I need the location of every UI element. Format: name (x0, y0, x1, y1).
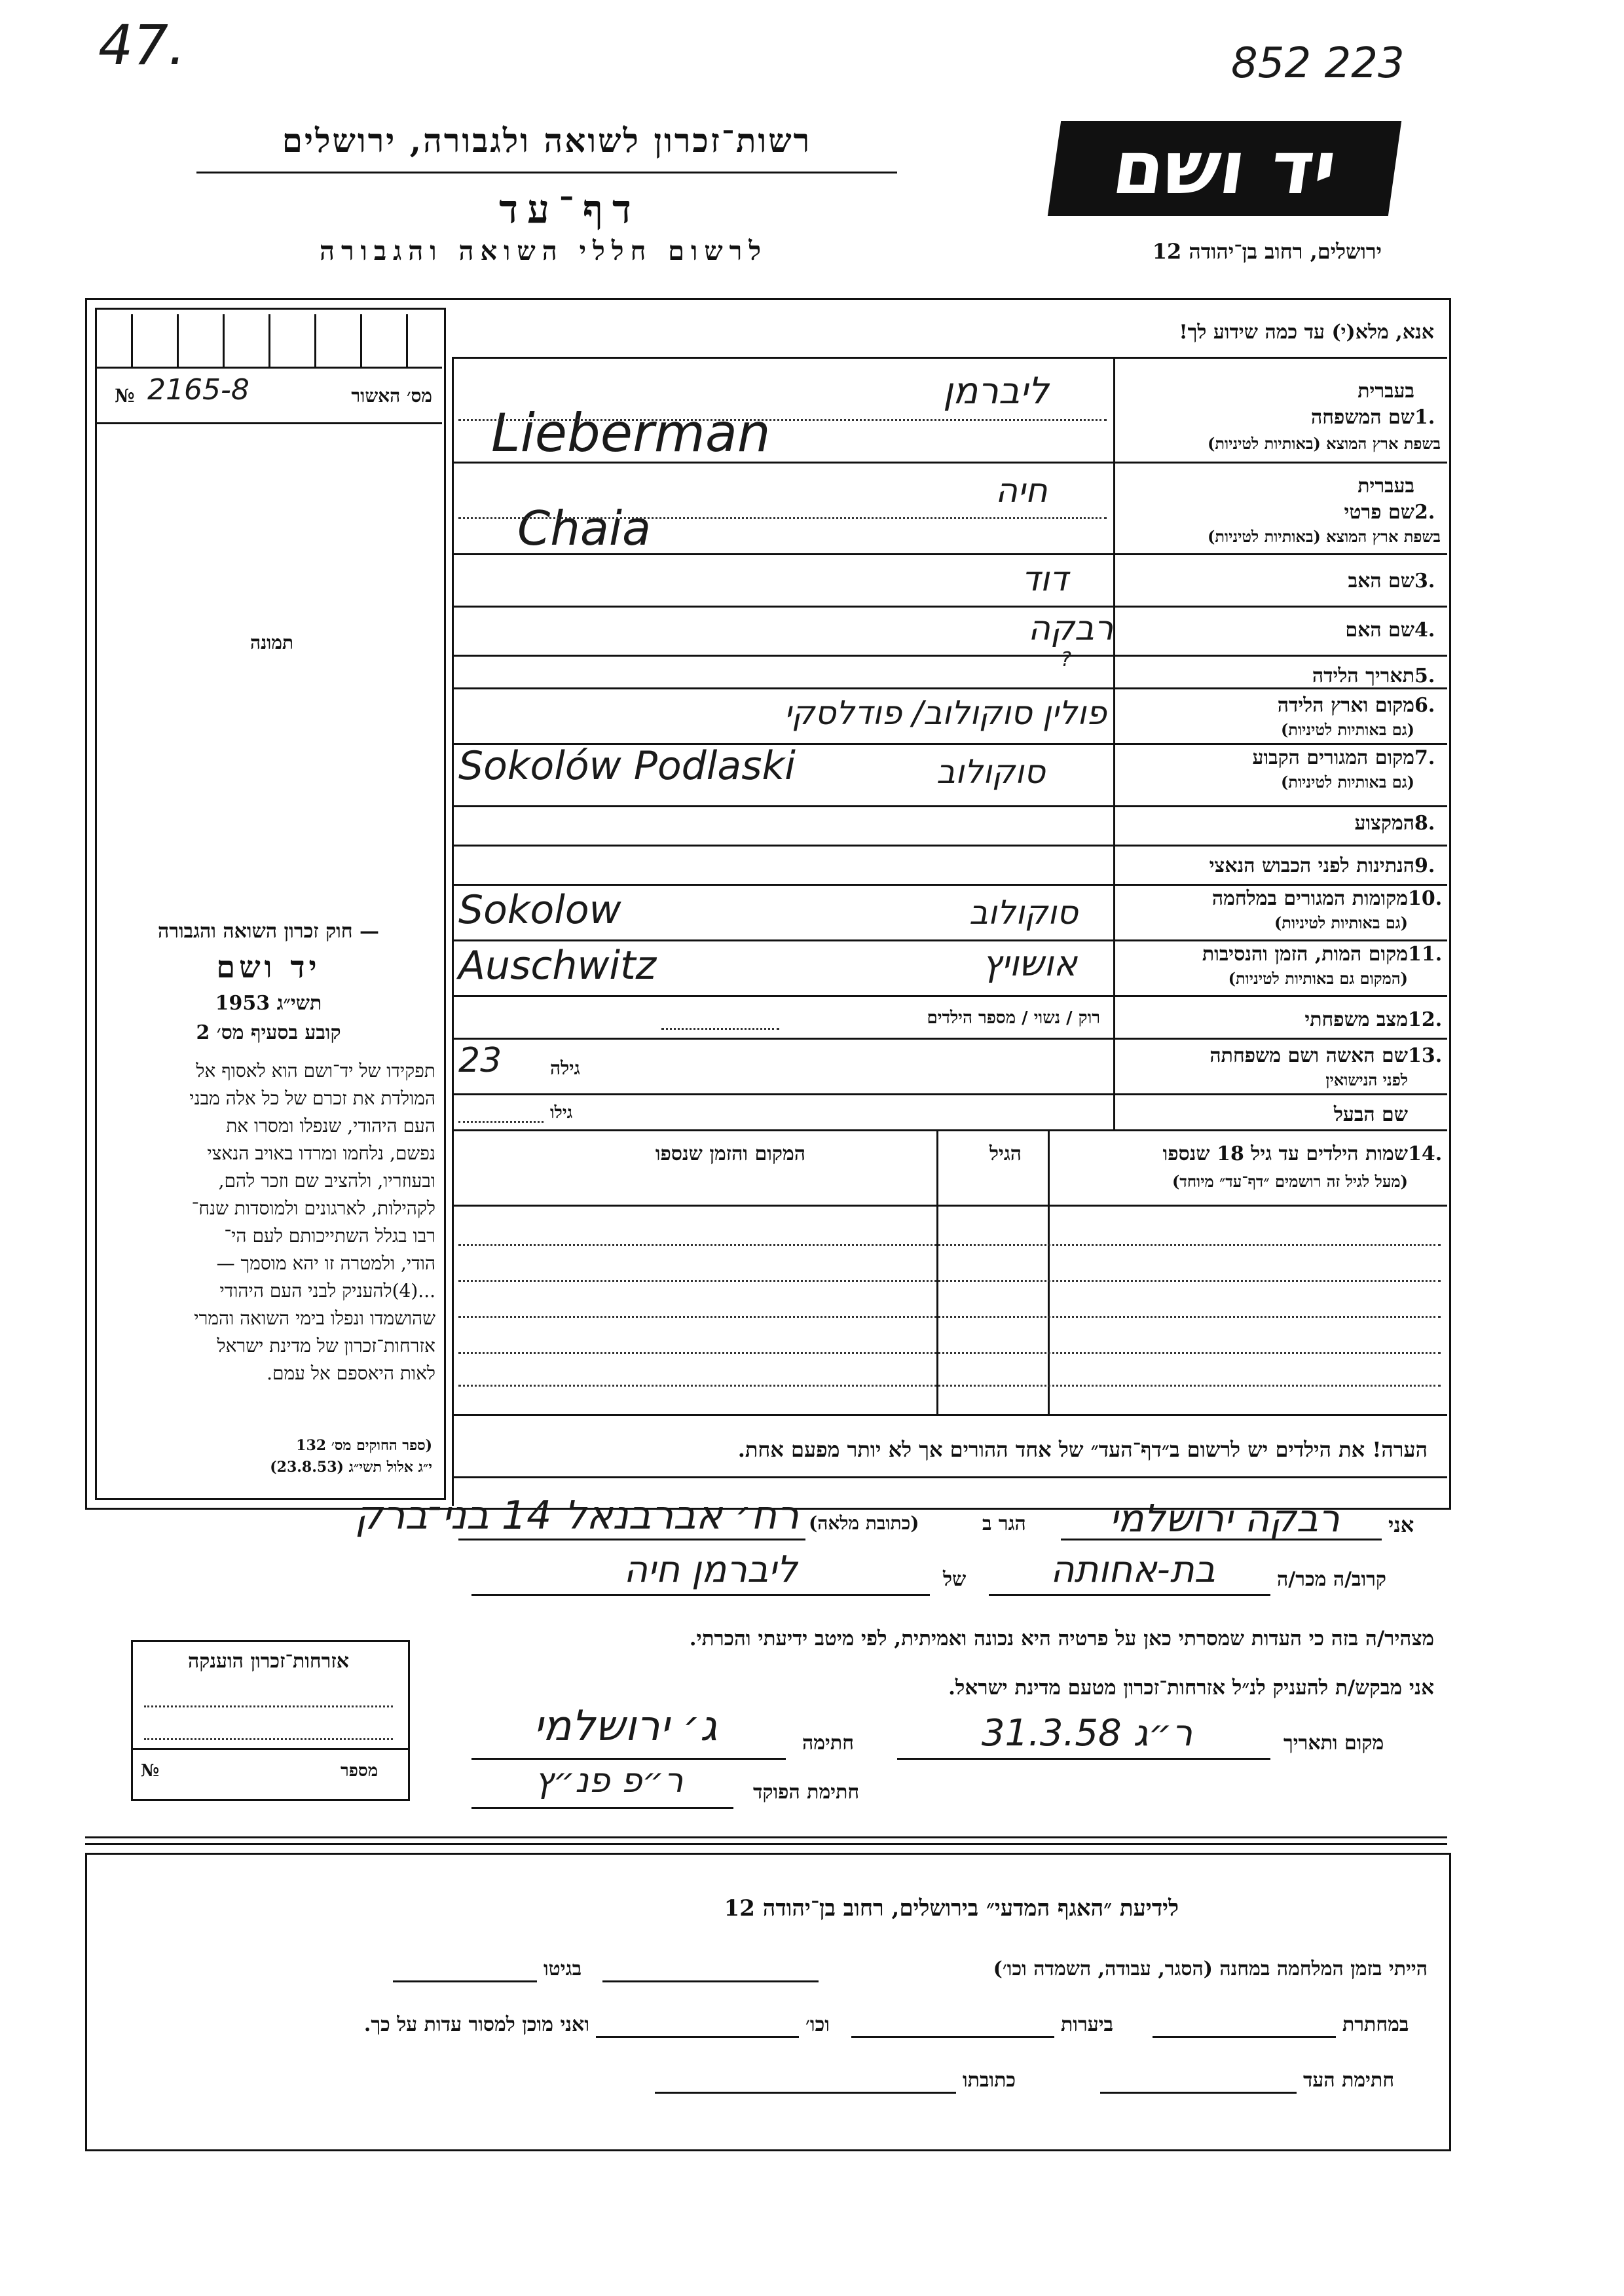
footer-line2-d: ואני מוכן למסור עדות על כך. (363, 2013, 589, 2036)
decl-place-date-value: ר״ג 31.3.58 (981, 1712, 1193, 1755)
cert-label: מס׳ האשור (351, 385, 432, 407)
decl-signature-line (471, 1758, 786, 1760)
value-column-left (452, 357, 454, 1506)
field-1-hebrew: ליברמן (943, 370, 1049, 412)
field-1-dotline (458, 419, 1107, 421)
tick (223, 314, 225, 367)
decl-of-value: ליברמן חיה (623, 1548, 798, 1591)
form-title: דף־עד (499, 187, 640, 232)
footer-line1-blank-a (602, 1980, 819, 1982)
footer-separator (85, 1836, 1447, 1838)
field-3-value: דוד (1022, 560, 1068, 599)
form-subtitle: לרשום חללי השואה והגבורה (319, 236, 768, 266)
decl-address-line (458, 1539, 805, 1540)
field-10-latin: Sokolow (458, 887, 621, 933)
decl-place-date-line (897, 1758, 1270, 1760)
yad-vashem-logo: יד ושם (1048, 121, 1401, 216)
field-7-hebrew: סוקולוב (936, 753, 1046, 791)
law-line: העם היהודי, שנפלו ומסרו את (226, 1115, 435, 1137)
children-col-divider-1 (1048, 1129, 1050, 1414)
field-11-line (452, 995, 1447, 997)
field-1-lang: בעברית (1357, 380, 1414, 403)
children-row (458, 1316, 1441, 1318)
field-2-dotline (458, 517, 1107, 519)
field-6-label: מקום וארץ הלידה (1277, 694, 1414, 717)
children-bottom-line (452, 1414, 1447, 1416)
decl-i-line (1061, 1539, 1382, 1540)
children-number: 14. (1408, 1142, 1443, 1165)
decl-statement-1: מצהיר/ה בזה כי העדות שמסרתי כאן על פרטיה היא נכונה ואמיתית, לפי מיטב ידיעתי והכרתי. (689, 1627, 1434, 1650)
field-12-number: 12. (1408, 1008, 1443, 1031)
husband-age-dotline (458, 1121, 544, 1123)
field-2-line (452, 553, 1447, 555)
decl-of-label: של (943, 1568, 967, 1591)
field-13-age: 23 (458, 1041, 502, 1080)
field-11-latin: Auschwitz (458, 943, 657, 989)
field-10-hebrew: סוקולוב (969, 894, 1079, 932)
citizenship-dotline (144, 1705, 393, 1707)
law-line: שהושמדו ונפלו בימי השואה והמרי (194, 1307, 435, 1329)
field-10-number: 10. (1408, 887, 1443, 910)
citizenship-number-prefix: № (141, 1761, 160, 1781)
children-col-age: הגיל (989, 1142, 1022, 1165)
field-10-sub: (גם באותיות לטיניות) (1274, 913, 1408, 932)
field-1-sub: בשפת ארץ המוצא (באותיות לטיניות) (1208, 434, 1441, 453)
citizenship-number-label: מספר (341, 1761, 378, 1781)
law-note-1: (ספר החוקים מס׳ 132 (296, 1437, 432, 1454)
cert-prefix: № (115, 385, 135, 407)
law-line: לאות היאספם אל עמם. (267, 1362, 435, 1384)
field-12-label: מצב משפחתי (1304, 1008, 1408, 1031)
field-8-number: 8. (1414, 812, 1435, 835)
field-4-line (452, 655, 1447, 657)
tick (131, 314, 133, 367)
field-11-number: 11. (1408, 943, 1443, 966)
footer-line1-blank-b (393, 1980, 537, 1982)
field-3-number: 3. (1414, 570, 1435, 592)
decl-i-label: אני (1388, 1512, 1414, 1537)
decl-relation-line (989, 1594, 1270, 1596)
footer-line2-blank-c (596, 2036, 799, 2038)
field-1-line (452, 462, 1447, 464)
law-text (105, 1057, 435, 1387)
field-12-options: רוק / נשוי / מספר הילדים (927, 1008, 1100, 1028)
husband-line (452, 1129, 1447, 1131)
children-title: שמות הילדים עד גיל 18 שנספו (1162, 1142, 1408, 1165)
field-11-hebrew: אושויץ (982, 943, 1077, 984)
field-13-label: שם האשה ושם משפחתה (1209, 1044, 1408, 1067)
field-9-label: הנתינות לפני הכבוש הנאצי (1209, 854, 1414, 877)
instructions-line (452, 357, 1447, 359)
field-11-sub: (המקום גם באותיות לטיניות) (1228, 969, 1408, 988)
footer-line3-blank-b (655, 2092, 956, 2094)
footer-line3-b: כתובתו (963, 2069, 1016, 2092)
children-note: (מעל לגיל זה רושמים ״דף־עד״ מיוחד) (1172, 1172, 1408, 1191)
note-line: הערה! את הילדים יש לרשום ב״דף־העד״ של אחד ההורים אך לא יותר מפעם אחת. (737, 1437, 1428, 1462)
footer-line3-blank-a (1100, 2092, 1297, 2094)
decl-statement-2: אני מבקש/ת להעניק לנ״ל אזרחות־זכרון מטעם מדינת ישראל. (948, 1676, 1434, 1700)
field-5-value: ? (1061, 648, 1071, 671)
law-line: הודי, ולמטרה זו יהא מוסמך — (216, 1252, 435, 1274)
footer-separator-2 (85, 1843, 1447, 1845)
cert-line (95, 422, 442, 424)
header-address: ירושלים, רחוב בן־יהודה 12 (1152, 239, 1382, 264)
tick (314, 314, 316, 367)
decl-relation-value: בת-אחותה (1050, 1548, 1216, 1591)
field-2-label: שם פרטי (1344, 501, 1414, 524)
field-10-label: מקומות המגורים במלחמה (1211, 887, 1408, 910)
archive-number: 852 223 (1231, 39, 1405, 88)
instructions: אנא, מלא(י) עד כמה שידוע לך! (1179, 321, 1434, 344)
husband-age-label: גילו (550, 1103, 573, 1123)
field-5-line (452, 687, 1447, 689)
field-3-line (452, 606, 1447, 608)
authority-title: רשות־זכרון לשואה ולגבורה, ירושלים (282, 121, 812, 160)
field-8-label: המקצוע (1354, 812, 1414, 835)
children-row (458, 1385, 1441, 1387)
field-6-sub: (גם באותיות לטיניות) (1280, 720, 1414, 739)
field-7-label: מקום המגורים הקבוע (1252, 746, 1414, 769)
field-7-latin: Sokolów Podlaski (458, 743, 796, 789)
footer-line2-b: ביערות (1061, 2013, 1114, 2036)
field-7-sub: (גם באותיות לטיניות) (1280, 773, 1414, 792)
law-line: לקהילות, לארגונים ולמוסדות שנח־ (191, 1197, 435, 1219)
field-12-dotline (661, 1028, 779, 1030)
law-name: יד ושם (216, 949, 321, 985)
footer-line3-a: חתימת העד (1303, 2069, 1395, 2092)
law-note-2: י״ג אלול תשי״ג (23.8.53) (270, 1459, 432, 1476)
decl-place-date-label: מקום ותאריך (1283, 1732, 1384, 1755)
children-row (458, 1244, 1441, 1246)
ticks-baseline (95, 367, 442, 369)
law-line: אזרחות־זכרון של מדינת ישראל (217, 1335, 435, 1357)
field-13-number: 13. (1408, 1044, 1443, 1067)
tick (268, 314, 270, 367)
field-4-label: שם האם (1345, 619, 1414, 642)
photo-label: תמונה (249, 632, 294, 653)
footer-line1-a: הייתי בזמן המלחמה במחנה (הסגר, עבודה, השמדה וכו׳) (993, 1958, 1428, 1980)
field-12-line (452, 1038, 1447, 1040)
field-13-line (452, 1093, 1447, 1095)
field-2-lang: בעברית (1357, 475, 1414, 498)
field-1-number: 1. (1414, 406, 1435, 429)
footer-heading: לידיעת ״האגף המדעי״ בירושלים, רחוב בן־יהודה 12 (724, 1895, 1179, 1922)
field-6-value: פולין סוקולוב/ פודלסקי (784, 694, 1107, 732)
decl-relation-label: קרוב/ה מכר/ה (1277, 1568, 1386, 1591)
field-4-value: רבקה (1028, 609, 1114, 648)
decl-address-value: רח׳ אברבנאל 14 בני־ברק (354, 1493, 799, 1539)
field-13-age-label: גילה (550, 1057, 580, 1079)
decl-address-hint: (כתובת מלאה) (809, 1512, 919, 1534)
citizenship-title: אזרחות־זכרון הוענקה (187, 1650, 350, 1673)
field-2-number: 2. (1414, 501, 1435, 524)
tick (406, 314, 408, 367)
decl-officer-label: חתימת הפוקד (753, 1781, 860, 1804)
field-7-line (452, 805, 1447, 807)
field-5-number: 5. (1414, 665, 1435, 687)
children-row (458, 1280, 1441, 1282)
tick (360, 314, 362, 367)
footer-line2-blank-a (1153, 2036, 1336, 2038)
cert-number: 2165-8 (147, 373, 249, 407)
decl-i-value: רבקה ירושלמי (1109, 1496, 1340, 1540)
field-13-sub: לפני הנישואין (1325, 1070, 1408, 1089)
law-line: נפשם, נלחמו ומרדו באויב הנאצי (207, 1142, 435, 1164)
decl-officer-line (471, 1807, 733, 1809)
decl-signature-value: ג׳ ירושלמי (533, 1702, 718, 1751)
field-2-hebrew: חיה (995, 471, 1048, 511)
page-number: 47. (98, 13, 186, 77)
law-line: המולדת את זכרם של כל אלה מבני (189, 1087, 435, 1109)
footer-line1-b: בגיטו (544, 1958, 582, 1980)
decl-officer-value: ר״פ פנ״ץ (534, 1761, 684, 1800)
authority-underline (196, 172, 897, 173)
field-7-number: 7. (1414, 746, 1435, 769)
footer-line2-a: במחתרת (1342, 2013, 1409, 2036)
field-3-label: שם האב (1348, 570, 1414, 592)
law-line: ובעוזריו, ולהציב שם וזכר להם, (218, 1170, 435, 1192)
children-col-divider-2 (936, 1129, 938, 1414)
husband-label: שם הבעל (1333, 1103, 1408, 1126)
field-2-latin: Chaia (517, 501, 652, 556)
note-underline (452, 1476, 1447, 1478)
law-title: — חוק זכרון השואה והגבורה (158, 920, 379, 943)
children-col-place: המקום והזמן שנספו (655, 1142, 805, 1165)
field-4-number: 4. (1414, 619, 1435, 642)
field-1-latin: Lieberman (491, 403, 771, 464)
law-line: ...(4)להעניק לבני העם היהודי (219, 1280, 435, 1302)
field-9-line (452, 884, 1447, 886)
tick (177, 314, 179, 367)
field-2-sub: בשפת ארץ המוצא (באותיות לטיניות) (1208, 527, 1441, 546)
field-5-label: תאריך הלידה (1312, 665, 1414, 687)
footer-line2-blank-b (851, 2036, 1054, 2038)
citizenship-dotline (144, 1738, 393, 1740)
field-9-number: 9. (1414, 854, 1435, 877)
citizenship-number-divider (131, 1748, 410, 1750)
law-year: תשי״ג 1953 (215, 992, 322, 1015)
footer-line2-c: וכו׳ (805, 2013, 830, 2036)
decl-signature-label: חתימה (802, 1732, 854, 1755)
field-1-label: שם המשפחה (1310, 406, 1414, 429)
children-header-line (452, 1205, 1447, 1207)
children-row (458, 1352, 1441, 1354)
field-6-number: 6. (1414, 694, 1435, 717)
field-11-label: מקום המות, הזמן והנסיבות (1202, 943, 1408, 966)
law-line: רבו בגלל השתייכותם לעם הי־ (224, 1225, 435, 1247)
field-8-line (452, 845, 1447, 847)
law-line: תפקידו של יד־ושם הוא לאסוף אל (196, 1060, 435, 1082)
decl-of-line (471, 1594, 930, 1596)
field-10-line (452, 939, 1447, 941)
decl-resident-label: הגר ב (982, 1512, 1026, 1535)
law-section: קובע בסעיף מס׳ 2 (196, 1021, 341, 1044)
